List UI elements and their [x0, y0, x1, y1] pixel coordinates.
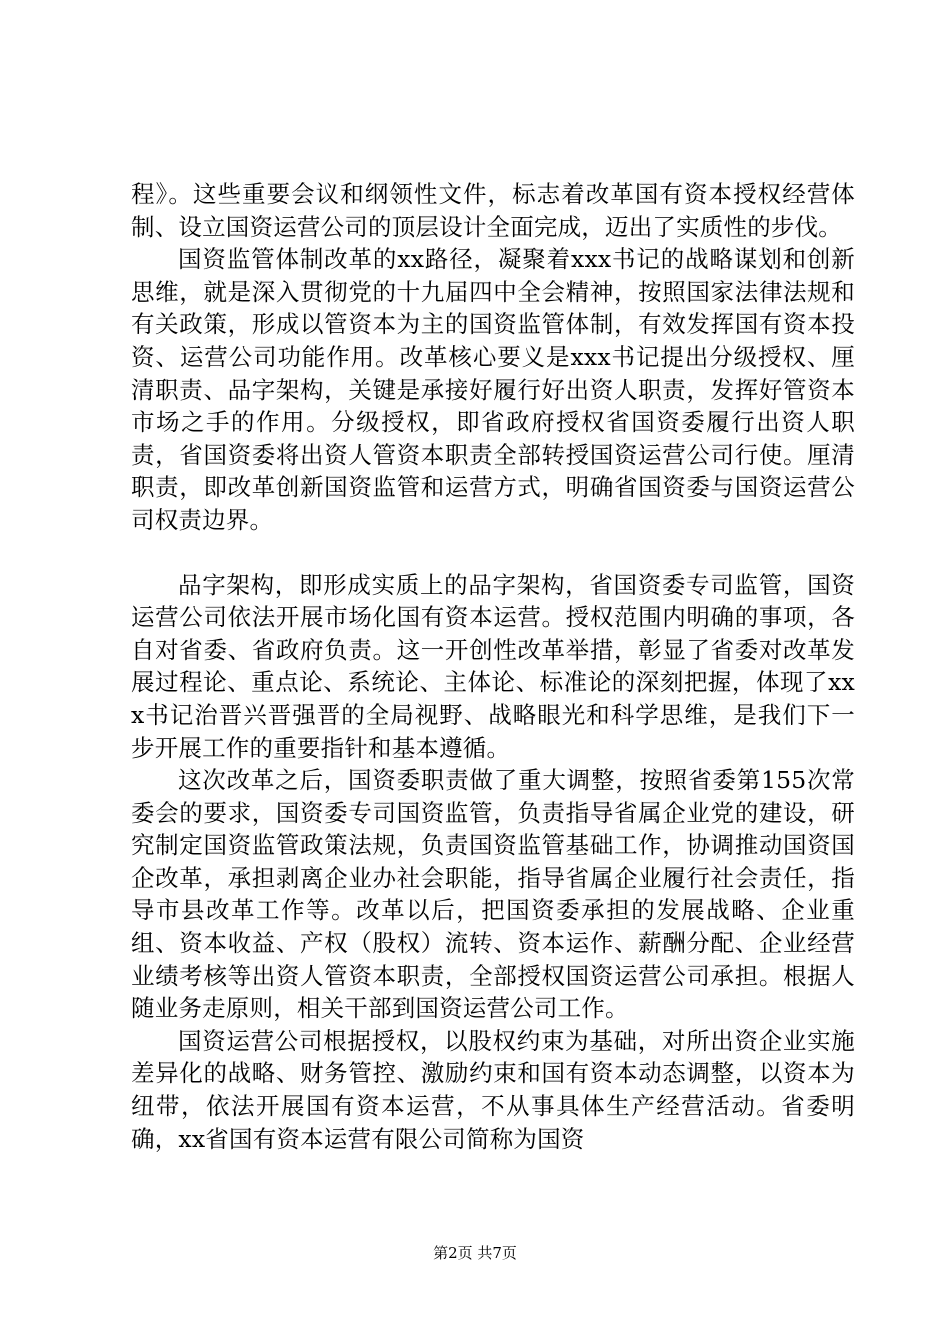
document-body: [131, 178, 855, 1155]
paragraph-1: 程》。这些重要会议和纲领性文件，标志着改革国有资本授权经营体制、设立国资运营公司的顶层设计全面完成，迈出了实质性的步伐。: [131, 180, 855, 241]
paragraph-4: 这次改革之后，国资委职责做了重大调整，按照省委第155次常委会的要求，国资委专司国资监管，负责指导省属企业党的建设，研究制定国资监管政策法规，负责国资监管基础工作，协调推动国资国企改革，承担剥离企业办社会职能，指导省属企业履行社会责任，指导市县改革工作等。改革以后，把国资委承担的发展战略、企业重组、资本收益、产权（股权）流转、资本运作、薪酬分配、企业经营业绩考核等出资人管资本职责，全部授权国资运营公司承担。根据人随业务走原则，相关干部到国资运营公司工作。: [131, 766, 855, 1023]
page-number-footer: 第2页 共7页: [433, 1244, 517, 1262]
paragraph-gap: [131, 537, 855, 569]
paragraph-5: 国资运营公司根据授权，以股权约束为基础，对所出资企业实施差异化的战略、财务管控、激励约束和国有资本动态调整，以资本为纽带，依法开展国有资本运营，不从事具体生产经营活动。省委明确，xx省国有资本运营有限公司简称为国资: [131, 1026, 855, 1153]
paragraph-2: 国资监管体制改革的xx路径，凝聚着xxx书记的战略谋划和创新思维，就是深入贯彻党的十九届四中全会精神，按照国家法律法规和有关政策，形成以管资本为主的国资监管体制，有效发挥国有资本投资、运营公司功能作用。改革核心要义是xxx书记提出分级授权、厘清职责、品字架构，关键是承接好履行好出资人职责，发挥好管资本市场之手的作用。分级授权，即省政府授权省国资委履行出资人职责，省国资委将出资人管资本职责全部转授国资运营公司行使。厘清职责，即改革创新国资监管和运营方式，明确省国资委与国资运营公司权责边界。: [131, 245, 855, 534]
paragraph-3: 品字架构，即形成实质上的品字架构，省国资委专司监管，国资运营公司依法开展市场化国有资本运营。授权范围内明确的事项，各自对省委、省政府负责。这一开创性改革举措，彰显了省委对改革发展过程论、重点论、系统论、主体论、标准论的深刻把握，体现了xxx书记治晋兴晋强晋的全局视野、战略眼光和科学思维，是我们下一步开展工作的重要指针和基本遵循。: [131, 570, 855, 762]
